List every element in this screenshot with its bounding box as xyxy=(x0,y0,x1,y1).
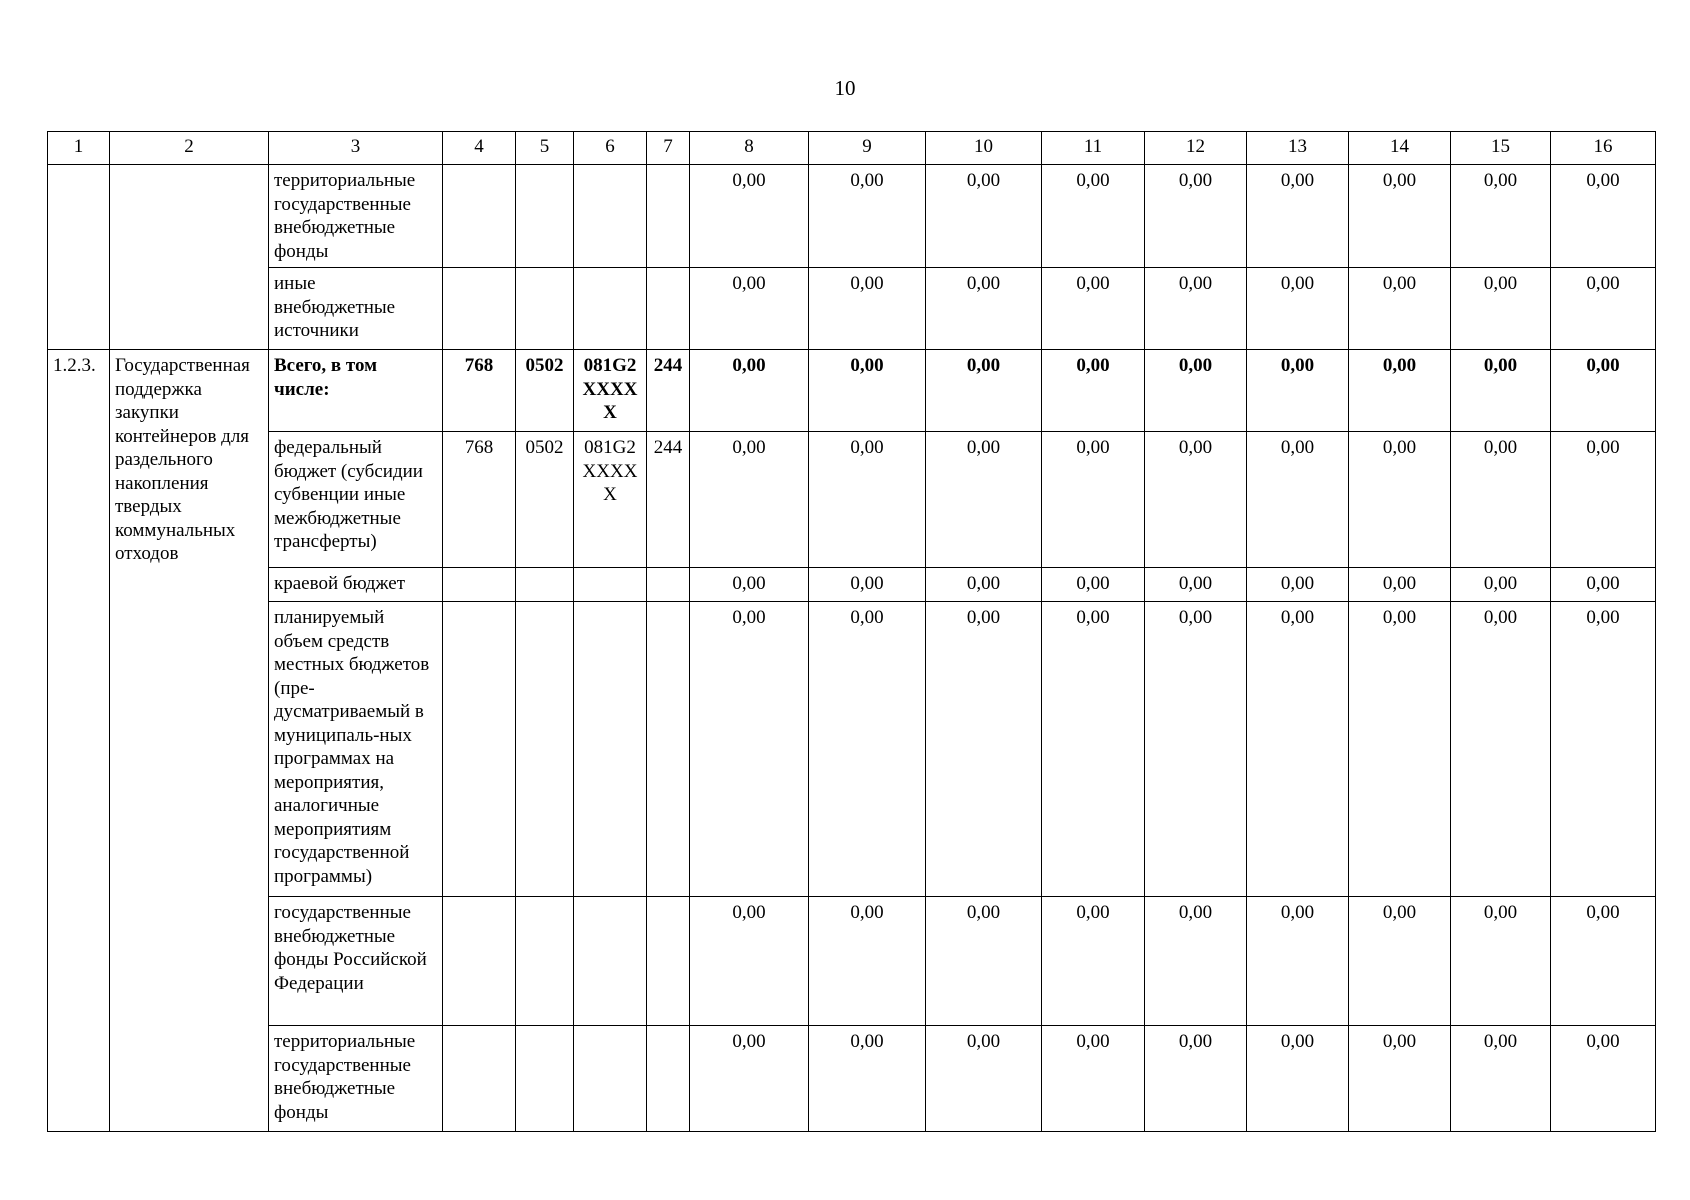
header-cell: 5 xyxy=(516,132,574,165)
value-cell: 0,00 xyxy=(1042,1026,1145,1132)
value-cell: 0,00 xyxy=(1247,350,1349,432)
value-cell: 0,00 xyxy=(1145,1026,1247,1132)
value-cell: 0,00 xyxy=(1042,602,1145,897)
header-cell: 7 xyxy=(647,132,690,165)
header-cell: 6 xyxy=(574,132,647,165)
code-cell xyxy=(647,268,690,350)
header-cell: 11 xyxy=(1042,132,1145,165)
value-cell: 0,00 xyxy=(1551,1026,1656,1132)
value-cell: 0,00 xyxy=(690,1026,809,1132)
value-cell: 0,00 xyxy=(1551,602,1656,897)
code-cell: 768 xyxy=(443,432,516,568)
header-cell: 1 xyxy=(48,132,110,165)
value-cell: 0,00 xyxy=(1042,568,1145,602)
value-cell: 0,00 xyxy=(1551,268,1656,350)
value-cell: 0,00 xyxy=(1451,268,1551,350)
code-cell xyxy=(574,268,647,350)
value-cell: 0,00 xyxy=(809,897,926,1026)
value-cell: 0,00 xyxy=(1247,268,1349,350)
code-cell xyxy=(647,165,690,268)
value-cell: 0,00 xyxy=(809,350,926,432)
value-cell: 0,00 xyxy=(1042,432,1145,568)
value-cell: 0,00 xyxy=(1145,568,1247,602)
header-cell: 16 xyxy=(1551,132,1656,165)
funding-source-cell: иные внебюджетные источники xyxy=(269,268,443,350)
value-cell: 0,00 xyxy=(926,897,1042,1026)
item-title-cell: Государственная поддержка закупки контейнеров для раздельного накопления твердых коммунальных отходов xyxy=(110,350,269,1132)
value-cell: 0,00 xyxy=(1145,268,1247,350)
code-cell xyxy=(574,568,647,602)
value-cell: 0,00 xyxy=(690,568,809,602)
table-row xyxy=(48,897,1656,1026)
value-cell: 0,00 xyxy=(1451,897,1551,1026)
value-cell: 0,00 xyxy=(690,268,809,350)
value-cell: 0,00 xyxy=(690,897,809,1026)
code-cell xyxy=(574,165,647,268)
value-cell: 0,00 xyxy=(1042,897,1145,1026)
value-cell: 0,00 xyxy=(1247,897,1349,1026)
value-cell: 0,00 xyxy=(1349,268,1451,350)
value-cell: 0,00 xyxy=(1349,1026,1451,1132)
value-cell: 0,00 xyxy=(809,1026,926,1132)
budget-table xyxy=(47,131,1656,1132)
page-number: 10 xyxy=(834,76,856,100)
code-cell xyxy=(443,1026,516,1132)
value-cell: 0,00 xyxy=(1451,432,1551,568)
value-cell: 0,00 xyxy=(1551,568,1656,602)
header-cell: 13 xyxy=(1247,132,1349,165)
value-cell: 0,00 xyxy=(1145,350,1247,432)
table-row xyxy=(48,350,1656,432)
code-cell: 768 xyxy=(443,350,516,432)
value-cell: 0,00 xyxy=(1247,165,1349,268)
value-cell: 0,00 xyxy=(1451,602,1551,897)
code-cell xyxy=(443,602,516,897)
header-cell: 10 xyxy=(926,132,1042,165)
value-cell: 0,00 xyxy=(1042,350,1145,432)
value-cell: 0,00 xyxy=(1451,350,1551,432)
code-cell xyxy=(647,1026,690,1132)
value-cell: 0,00 xyxy=(1042,165,1145,268)
value-cell: 0,00 xyxy=(1451,568,1551,602)
value-cell: 0,00 xyxy=(1247,568,1349,602)
funding-source-cell: территориальные государственные внебюджетные фонды xyxy=(269,1026,443,1132)
value-cell: 0,00 xyxy=(1145,165,1247,268)
value-cell: 0,00 xyxy=(1551,350,1656,432)
value-cell: 0,00 xyxy=(1247,602,1349,897)
funding-source-cell: планируемый объем средств местных бюджетов (пре-дусматриваемый в муниципаль-ных программах на мероприятия, аналогичные мероприятиям государственной программы) xyxy=(269,602,443,897)
code-cell xyxy=(574,1026,647,1132)
code-cell xyxy=(443,268,516,350)
code-cell xyxy=(647,897,690,1026)
item-number-cell: 1.2.3. xyxy=(48,350,110,1132)
value-cell: 0,00 xyxy=(926,268,1042,350)
value-cell: 0,00 xyxy=(1551,165,1656,268)
value-cell: 0,00 xyxy=(1349,432,1451,568)
funding-source-cell: территориальные государственные внебюджетные фонды xyxy=(269,165,443,268)
header-cell: 12 xyxy=(1145,132,1247,165)
code-cell: 244 xyxy=(647,350,690,432)
value-cell: 0,00 xyxy=(926,432,1042,568)
header-cell: 3 xyxy=(269,132,443,165)
code-cell xyxy=(443,568,516,602)
header-cell: 15 xyxy=(1451,132,1551,165)
value-cell: 0,00 xyxy=(809,602,926,897)
value-cell: 0,00 xyxy=(1349,568,1451,602)
table-row xyxy=(48,1026,1656,1132)
value-cell: 0,00 xyxy=(926,1026,1042,1132)
code-cell xyxy=(647,568,690,602)
code-cell: 244 xyxy=(647,432,690,568)
value-cell: 0,00 xyxy=(926,350,1042,432)
item-title-cell xyxy=(110,165,269,350)
code-cell: 0502 xyxy=(516,350,574,432)
code-cell xyxy=(574,602,647,897)
code-cell xyxy=(516,165,574,268)
funding-source-cell: федеральный бюджет (субсидии субвенции иные межбюджетные трансферты) xyxy=(269,432,443,568)
code-cell xyxy=(647,602,690,897)
value-cell: 0,00 xyxy=(1551,897,1656,1026)
code-cell xyxy=(516,897,574,1026)
header-cell: 9 xyxy=(809,132,926,165)
header-cell: 4 xyxy=(443,132,516,165)
header-cell: 2 xyxy=(110,132,269,165)
value-cell: 0,00 xyxy=(926,165,1042,268)
value-cell: 0,00 xyxy=(1349,165,1451,268)
code-cell xyxy=(443,897,516,1026)
value-cell: 0,00 xyxy=(1247,1026,1349,1132)
code-cell xyxy=(574,897,647,1026)
value-cell: 0,00 xyxy=(809,432,926,568)
value-cell: 0,00 xyxy=(1349,897,1451,1026)
table-row xyxy=(48,165,1656,268)
table-row xyxy=(48,268,1656,350)
value-cell: 0,00 xyxy=(690,432,809,568)
value-cell: 0,00 xyxy=(1145,432,1247,568)
code-cell xyxy=(443,165,516,268)
funding-source-cell: государственные внебюджетные фонды Российской Федерации xyxy=(269,897,443,1026)
value-cell: 0,00 xyxy=(1042,268,1145,350)
value-cell: 0,00 xyxy=(1451,1026,1551,1132)
value-cell: 0,00 xyxy=(926,568,1042,602)
code-cell xyxy=(516,568,574,602)
table-row xyxy=(48,568,1656,602)
header-cell: 8 xyxy=(690,132,809,165)
value-cell: 0,00 xyxy=(1349,350,1451,432)
value-cell: 0,00 xyxy=(690,602,809,897)
value-cell: 0,00 xyxy=(690,350,809,432)
value-cell: 0,00 xyxy=(690,165,809,268)
value-cell: 0,00 xyxy=(1145,602,1247,897)
header-row xyxy=(48,132,1656,165)
code-cell: 081G2 XXXX X xyxy=(574,432,647,568)
code-cell xyxy=(516,1026,574,1132)
code-cell: 081G2 XXXX X xyxy=(574,350,647,432)
value-cell: 0,00 xyxy=(1451,165,1551,268)
value-cell: 0,00 xyxy=(809,568,926,602)
code-cell xyxy=(516,602,574,897)
value-cell: 0,00 xyxy=(1349,602,1451,897)
code-cell xyxy=(516,268,574,350)
code-cell: 0502 xyxy=(516,432,574,568)
value-cell: 0,00 xyxy=(1247,432,1349,568)
table-row xyxy=(48,602,1656,897)
value-cell: 0,00 xyxy=(926,602,1042,897)
value-cell: 0,00 xyxy=(809,268,926,350)
total-label-cell: Всего, в том числе: xyxy=(269,350,443,432)
funding-source-cell: краевой бюджет xyxy=(269,568,443,602)
value-cell: 0,00 xyxy=(809,165,926,268)
header-cell: 14 xyxy=(1349,132,1451,165)
item-number-cell xyxy=(48,165,110,350)
table-row xyxy=(48,432,1656,568)
value-cell: 0,00 xyxy=(1145,897,1247,1026)
value-cell: 0,00 xyxy=(1551,432,1656,568)
